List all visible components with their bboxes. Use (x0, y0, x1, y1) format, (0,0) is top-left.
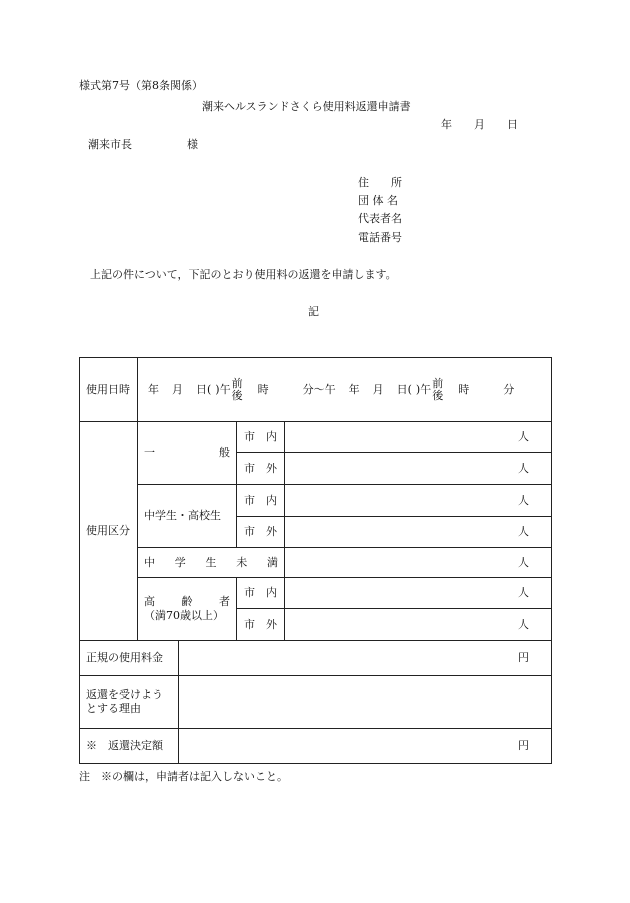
regular-fee-value: 円 (179, 641, 552, 676)
dt-pm-1: )午 (215, 382, 231, 396)
dt-day-2: 日( (396, 382, 412, 396)
student-inside-row (80, 485, 552, 517)
refund-label: ※ 返還決定額 (80, 729, 179, 764)
regular-fee-row (80, 641, 552, 676)
dt-ampm-1 (232, 378, 243, 402)
usage-datetime-row (80, 358, 552, 422)
form-number: 様式第7号（第8条関係） (79, 79, 203, 92)
under-jhs-row (80, 548, 552, 578)
reason-label-line-2: とする理由 (86, 702, 141, 715)
under-jhs-count: 人 (285, 548, 552, 578)
usage-class-label: 使用区分 (80, 422, 138, 641)
elderly-note: （満70歳以上） (144, 609, 224, 622)
general-outside-count: 人 (285, 453, 552, 485)
regular-fee-label: 正規の使用料金 (80, 641, 179, 676)
applicant-phone-label: 電話番号 (358, 231, 402, 244)
dt-minute-to: 分～午 (302, 382, 336, 396)
date-line: 年 月 日 (441, 118, 518, 131)
student-outside-count: 人 (285, 517, 552, 548)
elderly-label (138, 578, 237, 641)
refund-value: 円 (179, 729, 552, 764)
refund-row (80, 729, 552, 764)
elderly-outside-count: 人 (285, 609, 552, 641)
elderly-inside-row (80, 578, 552, 609)
general-label: 一 般 (138, 422, 237, 485)
dt-pm-2: )午 (415, 382, 432, 396)
usage-datetime-value (138, 358, 552, 422)
elderly-inside-label: 市 内 (237, 578, 285, 609)
dt-go-2: 後 (432, 388, 444, 402)
reason-label-line-1: 返還を受けよう (86, 688, 163, 701)
applicant-address-label: 住 所 (358, 176, 402, 189)
dt-day-1: 日( (196, 382, 212, 396)
student-inside-label: 市 内 (237, 485, 285, 517)
reason-value (179, 676, 552, 729)
usage-datetime-label: 使用日時 (80, 358, 138, 422)
general-inside-label: 市 内 (237, 422, 285, 453)
applicant-group-label: 団 体 名 (358, 194, 398, 207)
ki-heading: 記 (308, 305, 319, 318)
elderly-title: 高齢者 (144, 595, 230, 608)
student-label: 中学生・高校生 (138, 485, 237, 548)
student-outside-label: 市 外 (237, 517, 285, 548)
under-jhs-label: 中学生未満 (138, 548, 285, 578)
general-outside-label: 市 外 (237, 453, 285, 485)
footer-note: 注 ※の欄は，申請者は記入しないこと。 (79, 770, 288, 783)
dt-month-2: 月 (372, 382, 384, 396)
dt-year-2: 年 (348, 382, 360, 396)
elderly-inside-count: 人 (285, 578, 552, 609)
dt-minute-2: 分 (503, 382, 515, 396)
dt-go-1: 後 (231, 388, 243, 402)
addressee: 潮来市長 様 (88, 138, 198, 151)
elderly-outside-label: 市 外 (237, 609, 285, 641)
reason-label (80, 676, 179, 729)
applicant-representative-label: 代表者名 (358, 212, 402, 225)
dt-year-1: 年 (148, 382, 159, 396)
dt-month-1: 月 (172, 382, 183, 396)
reason-row (80, 676, 552, 729)
general-inside-count: 人 (285, 422, 552, 453)
document-title: 潮来ヘルスランドさくら使用料返還申請書 (202, 100, 411, 113)
dt-zen-1: 前 (231, 376, 243, 390)
request-text: 上記の件について，下記のとおり使用料の返還を申請します。 (90, 268, 397, 281)
student-inside-count: 人 (285, 485, 552, 517)
dt-hour-1: 時 (257, 382, 269, 396)
dt-zen-2: 前 (432, 376, 444, 390)
general-inside-row (80, 422, 552, 453)
dt-hour-2: 時 (458, 382, 470, 396)
dt-ampm-2 (432, 378, 443, 402)
application-table (79, 357, 552, 764)
